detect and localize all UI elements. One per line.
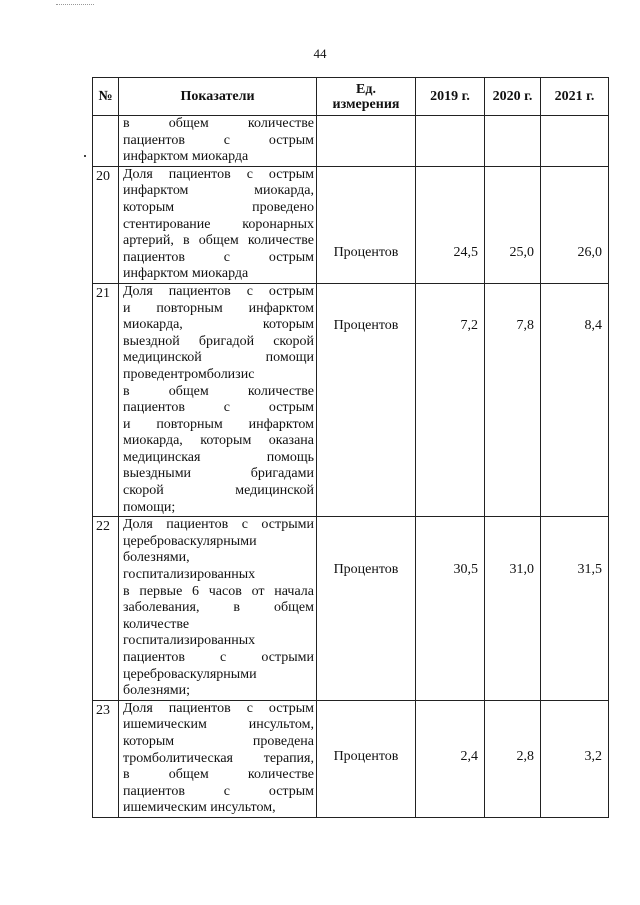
indicator-text-line: медицинской помощи: [123, 350, 314, 366]
indicator-text-line: в общем количестве: [123, 116, 314, 131]
value-2020: 2,8: [485, 700, 541, 817]
scan-artifact: [56, 4, 94, 8]
indicator-text-line: заболевания, в общем: [123, 600, 314, 616]
value-2019: 7,2: [416, 283, 485, 516]
table-row: [93, 116, 609, 167]
value-2021: 31,5: [541, 517, 609, 701]
unit-cell: Процентов: [317, 700, 416, 817]
value-2020: [485, 116, 541, 167]
unit-cell: [317, 116, 416, 167]
indicator-text-line: выездной бригадой скорой: [123, 333, 314, 349]
indicator-text-line: пациентов с острым: [123, 132, 314, 148]
header-2020: 2020 г.: [485, 78, 541, 116]
indicator-cell: [119, 166, 317, 283]
value-2020: 25,0: [485, 166, 541, 283]
indicator-text-line: и повторным инфарктом: [123, 300, 314, 316]
value-2021: 8,4: [541, 283, 609, 516]
indicator-text-line: инфарктом миокарда,: [123, 183, 314, 199]
indicator-text-line: количестве: [123, 616, 190, 632]
indicator-text-line: Доля пациентов с острым: [123, 700, 314, 716]
indicator-text-line: инфарктом миокарда: [123, 266, 249, 282]
indicator-text-line: тромболитическая терапия,: [123, 750, 314, 766]
header-2021: 2021 г.: [541, 78, 609, 116]
indicator-text-line: медицинская помощь: [123, 449, 314, 465]
value-2021: [541, 116, 609, 167]
indicator-text-line: цереброваскулярными: [123, 666, 257, 682]
indicator-cell: [119, 116, 317, 167]
indicator-text-line: и повторным инфарктом: [123, 416, 314, 432]
indicator-cell: [119, 283, 317, 516]
row-number: 20: [93, 166, 119, 283]
indicator-text-line: выездными бригадами: [123, 466, 314, 482]
header-indicator: Показатели: [119, 78, 317, 116]
page-number: 44: [313, 46, 327, 61]
indicator-text-line: в общем количестве: [123, 383, 314, 399]
indicator-text-line: ишемическим инсультом,: [123, 800, 276, 816]
indicator-text-line: Доля пациентов с острым: [123, 166, 314, 182]
value-2019: 24,5: [416, 166, 485, 283]
indicator-text-line: цереброваскулярными: [123, 533, 257, 549]
indicator-text-line: пациентов с острым: [123, 249, 314, 265]
indicator-text-line: которым проведена: [123, 733, 314, 749]
value-2019: 30,5: [416, 517, 485, 701]
header-unit: [317, 78, 416, 116]
indicator-text-line: инфарктом миокарда: [123, 149, 249, 165]
indicator-text-line: скорой медицинской: [123, 483, 314, 499]
table-body: [93, 116, 609, 818]
value-2020: 7,8: [485, 283, 541, 516]
unit-cell: Процентов: [317, 517, 416, 701]
indicator-text-line: пациентов с острыми: [123, 650, 314, 665]
value-2021: 26,0: [541, 166, 609, 283]
row-number: 21: [93, 283, 119, 516]
indicator-text-line: стентирование коронарных: [123, 216, 314, 232]
value-2021: 3,2: [541, 700, 609, 817]
indicator-text-line: которым проведено: [123, 199, 314, 215]
row-number: 22: [93, 517, 119, 701]
header-number: №: [93, 78, 119, 116]
indicator-text-line: болезнями,: [123, 550, 190, 566]
unit-cell: Процентов: [317, 283, 416, 516]
table-row: [93, 700, 609, 817]
indicator-text-line: в первые 6 часов от начала: [123, 583, 314, 599]
indicator-cell: [119, 517, 317, 701]
indicator-text-line: ишемическим инсультом,: [123, 717, 314, 733]
header-unit-line1: Ед.: [356, 81, 376, 97]
indicator-text-line: миокарда, которым: [123, 317, 314, 333]
indicator-text-line: госпитализированных: [123, 567, 256, 583]
row-number: 23: [93, 700, 119, 817]
value-2019: [416, 116, 485, 167]
indicators-table: [92, 77, 609, 818]
indicator-text-line: пациентов с острым: [123, 783, 314, 799]
header-2019: 2019 г.: [416, 78, 485, 116]
indicator-text-line: госпитализированных: [123, 633, 256, 649]
indicator-text-line: Доля пациентов с острым: [123, 283, 314, 299]
indicator-text-line: Доля пациентов с острыми: [123, 517, 314, 533]
indicator-text-line: проведентромболизис: [123, 366, 255, 382]
indicator-text-line: артерий, в общем количестве: [123, 233, 314, 249]
unit-cell: Процентов: [317, 166, 416, 283]
indicator-text-line: в общем количестве: [123, 767, 314, 783]
indicator-text-line: болезнями;: [123, 683, 191, 699]
indicator-cell: [119, 700, 317, 817]
table-row: [93, 517, 609, 701]
value-2019: 2,4: [416, 700, 485, 817]
value-2020: 31,0: [485, 517, 541, 701]
scan-dot: [84, 155, 86, 157]
table-row: [93, 283, 609, 516]
row-number: [93, 116, 119, 167]
table-header-row: [93, 78, 609, 116]
table-row: [93, 166, 609, 283]
header-unit-line2: измерения: [332, 96, 400, 112]
indicator-text-line: пациентов с острым: [123, 400, 314, 416]
indicator-text-line: миокарда, которым оказана: [123, 433, 314, 449]
indicator-text-line: помощи;: [123, 499, 176, 515]
